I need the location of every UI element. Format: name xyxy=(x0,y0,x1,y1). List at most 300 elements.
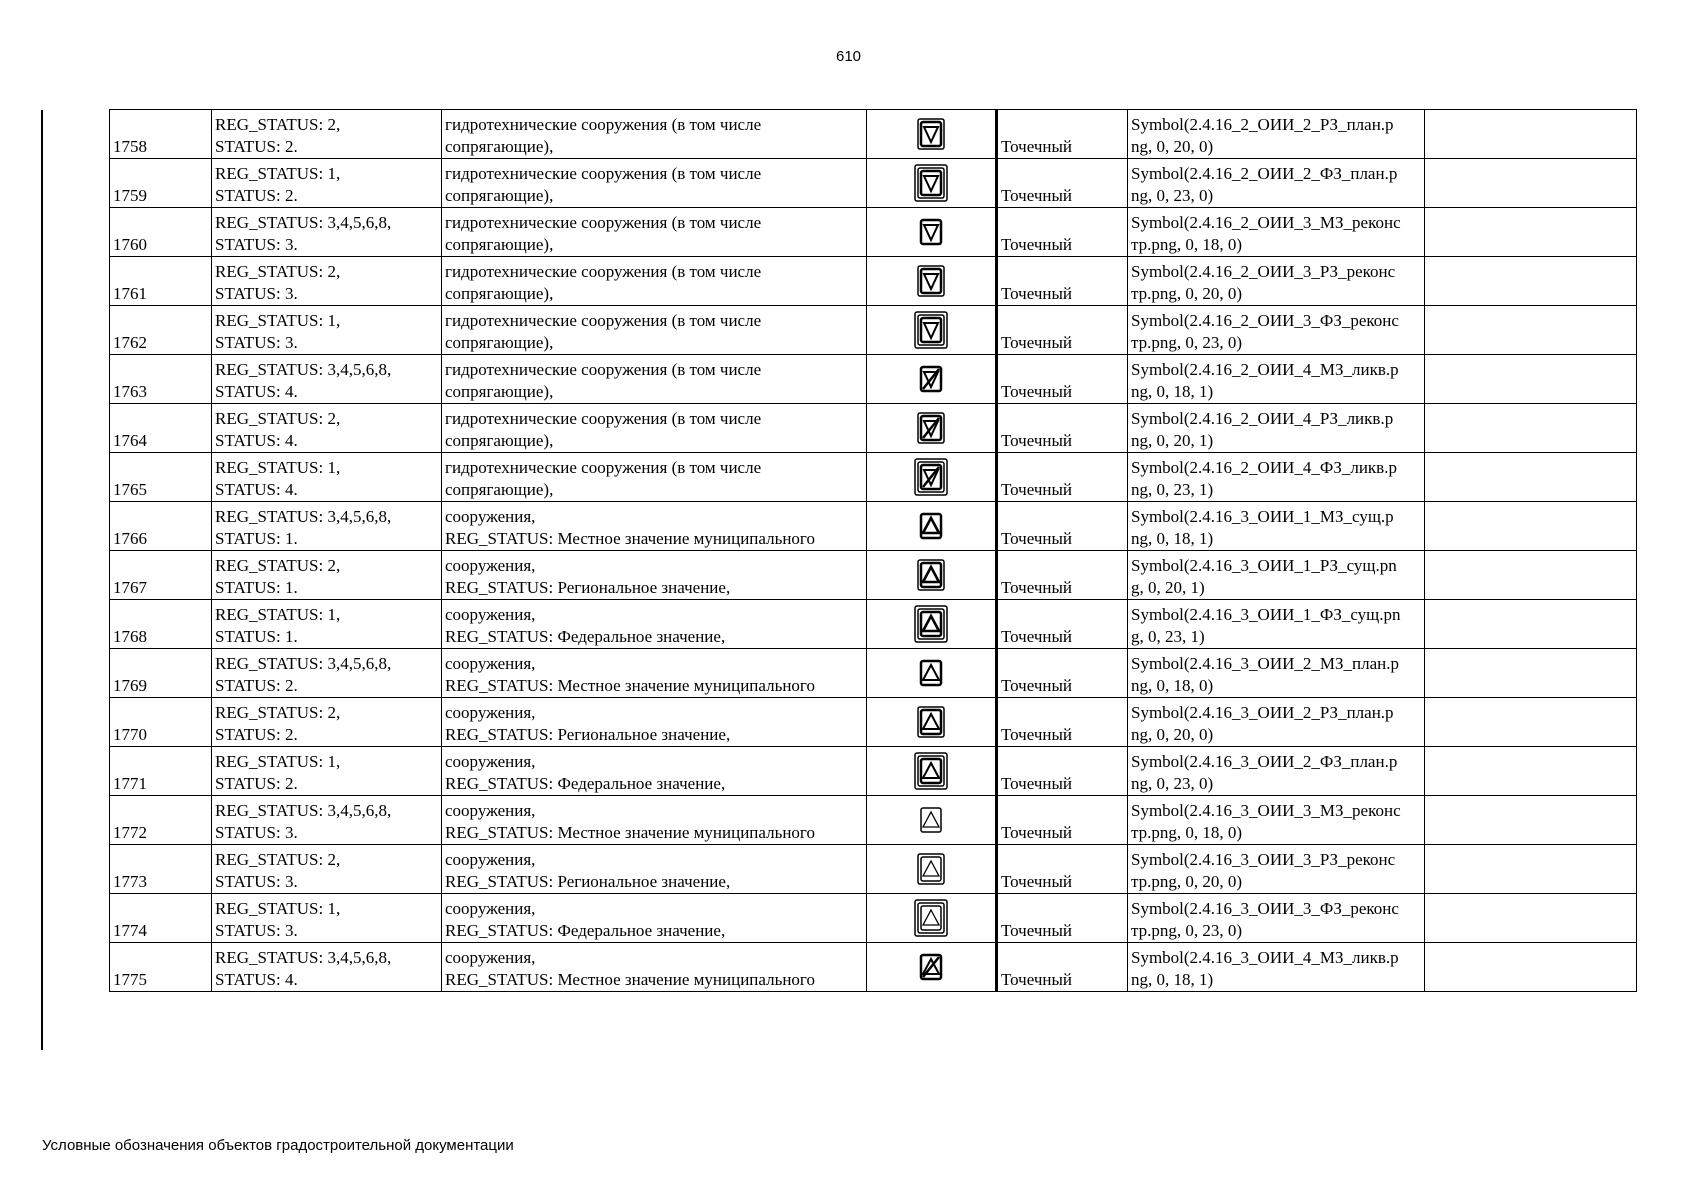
symbol-code-cell xyxy=(1128,257,1425,306)
table-row xyxy=(110,551,1637,600)
status-cell xyxy=(212,747,442,796)
status-line: STATUS: 2. xyxy=(215,725,298,744)
description-line: REG_STATUS: Федеральное значение, xyxy=(445,774,726,793)
row-number: 1763 xyxy=(113,382,147,401)
table-row xyxy=(110,404,1637,453)
description-line: сооружения, xyxy=(445,752,536,771)
type-cell xyxy=(997,404,1128,453)
triangle-up-double-icon xyxy=(911,702,951,742)
symbol-image-cell xyxy=(867,306,997,355)
triangle-up-thin-single-icon xyxy=(911,800,951,840)
symbol-image-cell xyxy=(867,796,997,845)
description-line: сопрягающие), xyxy=(445,284,554,303)
symbol-code-line: ng, 0, 23, 0) xyxy=(1131,186,1214,205)
type-label: Точечный xyxy=(1001,774,1073,793)
status-line: STATUS: 1. xyxy=(215,627,298,646)
description-line: гидротехнические сооружения (в том числе xyxy=(445,409,762,428)
triangle-up-single-icon xyxy=(911,653,951,693)
description-line: REG_STATUS: Местное значение муниципального xyxy=(445,970,815,989)
symbol-code-line: Symbol(2.4.16_2_ОИИ_4_ФЗ_ликв.p xyxy=(1131,458,1397,477)
empty-cell xyxy=(1425,453,1637,502)
symbol-image-cell xyxy=(867,894,997,943)
symbol-image-cell xyxy=(867,698,997,747)
symbol-code-cell xyxy=(1128,159,1425,208)
type-label: Точечный xyxy=(1001,725,1073,744)
status-cell xyxy=(212,845,442,894)
symbol-code-cell xyxy=(1128,943,1425,992)
status-cell xyxy=(212,404,442,453)
status-cell xyxy=(212,943,442,992)
description-cell xyxy=(442,257,867,306)
symbol-image-cell xyxy=(867,551,997,600)
description-line: REG_STATUS: Местное значение муниципального xyxy=(445,529,815,548)
type-cell xyxy=(997,502,1128,551)
symbol-code-cell xyxy=(1128,404,1425,453)
description-line: сопрягающие), xyxy=(445,235,554,254)
description-cell xyxy=(442,796,867,845)
table-row xyxy=(110,845,1637,894)
status-line: STATUS: 4. xyxy=(215,970,298,989)
row-number: 1761 xyxy=(113,284,147,303)
empty-cell xyxy=(1425,894,1637,943)
symbol-code-cell xyxy=(1128,208,1425,257)
type-cell xyxy=(997,355,1128,404)
row-number-cell xyxy=(110,110,212,159)
table-row xyxy=(110,110,1637,159)
triangle-down-crossed-single-icon xyxy=(911,359,951,399)
type-cell xyxy=(997,747,1128,796)
status-line: REG_STATUS: 1, xyxy=(215,458,341,477)
description-line: сооружения, xyxy=(445,899,536,918)
legend-table-body xyxy=(110,110,1637,992)
empty-cell xyxy=(1425,600,1637,649)
symbol-code-line: Symbol(2.4.16_2_ОИИ_3_ФЗ_реконс xyxy=(1131,311,1399,330)
type-cell xyxy=(997,306,1128,355)
description-cell xyxy=(442,698,867,747)
description-cell xyxy=(442,894,867,943)
empty-cell xyxy=(1425,747,1637,796)
row-number-cell xyxy=(110,404,212,453)
triangle-up-crossed-single-icon xyxy=(911,947,951,987)
empty-cell xyxy=(1425,796,1637,845)
description-line: гидротехнические сооружения (в том числе xyxy=(445,458,762,477)
table-row xyxy=(110,502,1637,551)
symbol-code-line: тр.png, 0, 23, 0) xyxy=(1131,333,1243,352)
triangle-down-double-icon xyxy=(911,261,951,301)
description-cell xyxy=(442,355,867,404)
row-number-cell xyxy=(110,306,212,355)
status-line: STATUS: 2. xyxy=(215,186,298,205)
triangle-up-filled-double-icon xyxy=(911,555,951,595)
type-label: Точечный xyxy=(1001,823,1073,842)
status-line: STATUS: 3. xyxy=(215,872,298,891)
status-line: STATUS: 4. xyxy=(215,431,298,450)
status-line: STATUS: 2. xyxy=(215,774,298,793)
status-line: REG_STATUS: 3,4,5,6,8, xyxy=(215,360,392,379)
description-line: сооружения, xyxy=(445,507,536,526)
row-number-cell xyxy=(110,551,212,600)
status-line: REG_STATUS: 2, xyxy=(215,262,341,281)
symbol-code-cell xyxy=(1128,551,1425,600)
symbol-code-cell xyxy=(1128,894,1425,943)
empty-cell xyxy=(1425,208,1637,257)
triangle-up-filled-triple-icon xyxy=(911,604,951,644)
status-cell xyxy=(212,698,442,747)
description-cell xyxy=(442,306,867,355)
description-line: REG_STATUS: Региональное значение, xyxy=(445,578,731,597)
description-line: сопрягающие), xyxy=(445,382,554,401)
symbol-code-line: Symbol(2.4.16_3_ОИИ_2_ФЗ_план.p xyxy=(1131,752,1398,771)
symbol-image-cell xyxy=(867,600,997,649)
description-line: REG_STATUS: Региональное значение, xyxy=(445,872,731,891)
symbol-code-line: g, 0, 23, 1) xyxy=(1131,627,1205,646)
row-number: 1770 xyxy=(113,725,147,744)
symbol-image-cell xyxy=(867,257,997,306)
row-number: 1764 xyxy=(113,431,147,450)
empty-cell xyxy=(1425,404,1637,453)
status-line: REG_STATUS: 2, xyxy=(215,409,341,428)
description-line: сопрягающие), xyxy=(445,480,554,499)
row-number-cell xyxy=(110,208,212,257)
table-row xyxy=(110,796,1637,845)
status-cell xyxy=(212,796,442,845)
status-cell xyxy=(212,257,442,306)
status-line: STATUS: 1. xyxy=(215,529,298,548)
description-line: REG_STATUS: Региональное значение, xyxy=(445,725,731,744)
description-line: сооружения, xyxy=(445,801,536,820)
status-cell xyxy=(212,306,442,355)
symbol-code-line: тр.png, 0, 18, 0) xyxy=(1131,823,1243,842)
type-label: Точечный xyxy=(1001,529,1073,548)
empty-cell xyxy=(1425,845,1637,894)
row-number: 1768 xyxy=(113,627,147,646)
empty-cell xyxy=(1425,943,1637,992)
symbol-code-line: Symbol(2.4.16_3_ОИИ_4_МЗ_ликв.p xyxy=(1131,948,1399,967)
type-label: Точечный xyxy=(1001,137,1073,156)
symbol-code-line: Symbol(2.4.16_3_ОИИ_3_ФЗ_реконс xyxy=(1131,899,1399,918)
description-line: REG_STATUS: Федеральное значение, xyxy=(445,627,726,646)
type-label: Точечный xyxy=(1001,284,1073,303)
status-cell xyxy=(212,110,442,159)
empty-cell xyxy=(1425,355,1637,404)
type-label: Точечный xyxy=(1001,333,1073,352)
row-number-cell xyxy=(110,747,212,796)
table-row xyxy=(110,600,1637,649)
symbol-code-cell xyxy=(1128,649,1425,698)
table-row xyxy=(110,306,1637,355)
symbol-code-cell xyxy=(1128,845,1425,894)
status-line: STATUS: 3. xyxy=(215,284,298,303)
symbol-code-line: ng, 0, 18, 1) xyxy=(1131,529,1214,548)
triangle-down-triple-icon xyxy=(911,310,951,350)
empty-cell xyxy=(1425,551,1637,600)
legend-table xyxy=(109,109,1637,992)
status-line: STATUS: 4. xyxy=(215,382,298,401)
status-cell xyxy=(212,649,442,698)
status-cell xyxy=(212,551,442,600)
symbol-image-cell xyxy=(867,649,997,698)
status-line: REG_STATUS: 3,4,5,6,8, xyxy=(215,654,392,673)
description-line: гидротехнические сооружения (в том числе xyxy=(445,262,762,281)
type-cell xyxy=(997,110,1128,159)
description-line: REG_STATUS: Местное значение муниципального xyxy=(445,823,815,842)
description-cell xyxy=(442,649,867,698)
symbol-code-line: ng, 0, 20, 1) xyxy=(1131,431,1214,450)
symbol-code-line: Symbol(2.4.16_3_ОИИ_2_РЗ_план.p xyxy=(1131,703,1394,722)
description-cell xyxy=(442,551,867,600)
type-label: Точечный xyxy=(1001,970,1073,989)
symbol-code-cell xyxy=(1128,796,1425,845)
row-number-cell xyxy=(110,894,212,943)
symbol-code-line: ng, 0, 20, 0) xyxy=(1131,137,1214,156)
symbol-code-line: ng, 0, 20, 0) xyxy=(1131,725,1214,744)
description-line: сооружения, xyxy=(445,703,536,722)
description-cell xyxy=(442,110,867,159)
status-line: REG_STATUS: 2, xyxy=(215,556,341,575)
description-cell xyxy=(442,502,867,551)
symbol-image-cell xyxy=(867,110,997,159)
description-cell xyxy=(442,600,867,649)
status-cell xyxy=(212,453,442,502)
description-line: сооружения, xyxy=(445,850,536,869)
row-number-cell xyxy=(110,355,212,404)
symbol-code-line: Symbol(2.4.16_3_ОИИ_2_МЗ_план.p xyxy=(1131,654,1399,673)
table-row xyxy=(110,698,1637,747)
description-cell xyxy=(442,208,867,257)
symbol-code-line: Symbol(2.4.16_2_ОИИ_3_РЗ_реконс xyxy=(1131,262,1396,281)
type-cell xyxy=(997,649,1128,698)
status-cell xyxy=(212,159,442,208)
status-line: REG_STATUS: 3,4,5,6,8, xyxy=(215,507,392,526)
row-number: 1760 xyxy=(113,235,147,254)
symbol-code-line: Symbol(2.4.16_3_ОИИ_1_РЗ_сущ.pn xyxy=(1131,556,1397,575)
triangle-down-crossed-triple-icon xyxy=(911,457,951,497)
symbol-code-line: Symbol(2.4.16_3_ОИИ_1_ФЗ_сущ.pn xyxy=(1131,605,1401,624)
type-label: Точечный xyxy=(1001,186,1073,205)
type-cell xyxy=(997,257,1128,306)
symbol-code-line: тр.png, 0, 20, 0) xyxy=(1131,872,1243,891)
row-number: 1771 xyxy=(113,774,147,793)
symbol-code-line: Symbol(2.4.16_2_ОИИ_2_ФЗ_план.p xyxy=(1131,164,1398,183)
description-line: сопрягающие), xyxy=(445,431,554,450)
type-label: Точечный xyxy=(1001,676,1073,695)
type-cell xyxy=(997,208,1128,257)
row-number-cell xyxy=(110,649,212,698)
description-line: сооружения, xyxy=(445,605,536,624)
description-cell xyxy=(442,159,867,208)
status-line: STATUS: 2. xyxy=(215,676,298,695)
status-cell xyxy=(212,894,442,943)
type-label: Точечный xyxy=(1001,235,1073,254)
symbol-code-line: Symbol(2.4.16_3_ОИИ_3_МЗ_реконс xyxy=(1131,801,1401,820)
description-line: сооружения, xyxy=(445,654,536,673)
row-number-cell xyxy=(110,453,212,502)
description-cell xyxy=(442,453,867,502)
row-number-cell xyxy=(110,600,212,649)
status-cell xyxy=(212,600,442,649)
status-line: STATUS: 1. xyxy=(215,578,298,597)
table-row xyxy=(110,943,1637,992)
symbol-code-cell xyxy=(1128,453,1425,502)
status-line: REG_STATUS: 3,4,5,6,8, xyxy=(215,213,392,232)
type-cell xyxy=(997,600,1128,649)
row-number: 1766 xyxy=(113,529,147,548)
description-line: гидротехнические сооружения (в том числе xyxy=(445,115,762,134)
empty-cell xyxy=(1425,110,1637,159)
symbol-code-cell xyxy=(1128,110,1425,159)
symbol-code-line: тр.png, 0, 23, 0) xyxy=(1131,921,1243,940)
type-label: Точечный xyxy=(1001,627,1073,646)
row-number: 1772 xyxy=(113,823,147,842)
symbol-code-line: Symbol(2.4.16_3_ОИИ_3_РЗ_реконс xyxy=(1131,850,1396,869)
empty-cell xyxy=(1425,306,1637,355)
table-row xyxy=(110,159,1637,208)
triangle-up-thin-double-icon xyxy=(911,849,951,889)
symbol-code-line: Symbol(2.4.16_2_ОИИ_3_МЗ_реконс xyxy=(1131,213,1401,232)
triangle-down-crossed-double-icon xyxy=(911,408,951,448)
type-label: Точечный xyxy=(1001,578,1073,597)
symbol-code-line: Symbol(2.4.16_2_ОИИ_2_РЗ_план.p xyxy=(1131,115,1394,134)
row-number-cell xyxy=(110,796,212,845)
type-label: Точечный xyxy=(1001,382,1073,401)
row-number: 1759 xyxy=(113,186,147,205)
triangle-up-filled-single-icon xyxy=(911,506,951,546)
empty-cell xyxy=(1425,698,1637,747)
table-row xyxy=(110,257,1637,306)
status-line: STATUS: 3. xyxy=(215,921,298,940)
status-line: STATUS: 3. xyxy=(215,823,298,842)
triangle-down-double-icon xyxy=(911,114,951,154)
table-row xyxy=(110,747,1637,796)
type-cell xyxy=(997,845,1128,894)
type-cell xyxy=(997,551,1128,600)
type-cell xyxy=(997,698,1128,747)
row-number-cell xyxy=(110,159,212,208)
symbol-code-line: ng, 0, 18, 0) xyxy=(1131,676,1214,695)
type-cell xyxy=(997,453,1128,502)
table-row xyxy=(110,453,1637,502)
symbol-image-cell xyxy=(867,453,997,502)
row-number: 1774 xyxy=(113,921,147,940)
symbol-code-line: тр.png, 0, 18, 0) xyxy=(1131,235,1243,254)
description-cell xyxy=(442,747,867,796)
symbol-code-line: ng, 0, 18, 1) xyxy=(1131,382,1214,401)
footer-text: Условные обозначения объектов градостроительной документации xyxy=(42,1137,514,1154)
description-line: сопрягающие), xyxy=(445,333,554,352)
symbol-image-cell xyxy=(867,943,997,992)
symbol-code-line: Symbol(2.4.16_3_ОИИ_1_МЗ_сущ.p xyxy=(1131,507,1394,526)
row-number-cell xyxy=(110,943,212,992)
description-line: сопрягающие), xyxy=(445,137,554,156)
symbol-code-line: ng, 0, 23, 1) xyxy=(1131,480,1214,499)
table-row xyxy=(110,355,1637,404)
description-line: сопрягающие), xyxy=(445,186,554,205)
status-cell xyxy=(212,208,442,257)
row-number: 1769 xyxy=(113,676,147,695)
description-cell xyxy=(442,845,867,894)
symbol-image-cell xyxy=(867,208,997,257)
symbol-code-line: ng, 0, 23, 0) xyxy=(1131,774,1214,793)
symbol-image-cell xyxy=(867,502,997,551)
symbol-image-cell xyxy=(867,747,997,796)
status-line: REG_STATUS: 3,4,5,6,8, xyxy=(215,948,392,967)
type-label: Точечный xyxy=(1001,872,1073,891)
triangle-down-single-icon xyxy=(911,212,951,252)
status-line: REG_STATUS: 1, xyxy=(215,899,341,918)
description-cell xyxy=(442,943,867,992)
symbol-image-cell xyxy=(867,404,997,453)
description-line: гидротехнические сооружения (в том числе xyxy=(445,311,762,330)
description-line: сооружения, xyxy=(445,948,536,967)
status-line: STATUS: 4. xyxy=(215,480,298,499)
description-cell xyxy=(442,404,867,453)
type-cell xyxy=(997,159,1128,208)
margin-line xyxy=(41,110,43,1050)
description-line: сооружения, xyxy=(445,556,536,575)
triangle-up-thin-triple-icon xyxy=(911,898,951,938)
type-cell xyxy=(997,894,1128,943)
table-row xyxy=(110,649,1637,698)
status-cell xyxy=(212,355,442,404)
type-label: Точечный xyxy=(1001,480,1073,499)
row-number-cell xyxy=(110,845,212,894)
empty-cell xyxy=(1425,502,1637,551)
type-cell xyxy=(997,943,1128,992)
symbol-code-cell xyxy=(1128,306,1425,355)
symbol-code-line: Symbol(2.4.16_2_ОИИ_4_МЗ_ликв.p xyxy=(1131,360,1399,379)
symbol-code-cell xyxy=(1128,698,1425,747)
status-line: REG_STATUS: 1, xyxy=(215,752,341,771)
table-row xyxy=(110,894,1637,943)
empty-cell xyxy=(1425,159,1637,208)
description-line: REG_STATUS: Федеральное значение, xyxy=(445,921,726,940)
row-number-cell xyxy=(110,257,212,306)
symbol-code-cell xyxy=(1128,747,1425,796)
type-label: Точечный xyxy=(1001,431,1073,450)
status-line: STATUS: 3. xyxy=(215,333,298,352)
row-number: 1773 xyxy=(113,872,147,891)
table-row xyxy=(110,208,1637,257)
status-line: REG_STATUS: 2, xyxy=(215,115,341,134)
symbol-code-line: Symbol(2.4.16_2_ОИИ_4_РЗ_ликв.p xyxy=(1131,409,1394,428)
status-line: REG_STATUS: 2, xyxy=(215,703,341,722)
description-line: гидротехнические сооружения (в том числе xyxy=(445,360,762,379)
row-number-cell xyxy=(110,502,212,551)
row-number: 1775 xyxy=(113,970,147,989)
row-number: 1762 xyxy=(113,333,147,352)
symbol-code-line: ng, 0, 18, 1) xyxy=(1131,970,1214,989)
row-number-cell xyxy=(110,698,212,747)
type-label: Точечный xyxy=(1001,921,1073,940)
type-cell xyxy=(997,796,1128,845)
description-line: гидротехнические сооружения (в том числе xyxy=(445,213,762,232)
page-number: 610 xyxy=(835,48,862,65)
description-line: REG_STATUS: Местное значение муниципального xyxy=(445,676,815,695)
empty-cell xyxy=(1425,649,1637,698)
symbol-code-cell xyxy=(1128,600,1425,649)
triangle-up-triple-icon xyxy=(911,751,951,791)
status-line: REG_STATUS: 3,4,5,6,8, xyxy=(215,801,392,820)
description-line: гидротехнические сооружения (в том числе xyxy=(445,164,762,183)
triangle-down-triple-icon xyxy=(911,163,951,203)
row-number: 1758 xyxy=(113,137,147,156)
symbol-code-cell xyxy=(1128,502,1425,551)
symbol-code-line: g, 0, 20, 1) xyxy=(1131,578,1205,597)
symbol-code-line: тр.png, 0, 20, 0) xyxy=(1131,284,1243,303)
symbol-image-cell xyxy=(867,845,997,894)
status-line: STATUS: 3. xyxy=(215,235,298,254)
symbol-image-cell xyxy=(867,159,997,208)
